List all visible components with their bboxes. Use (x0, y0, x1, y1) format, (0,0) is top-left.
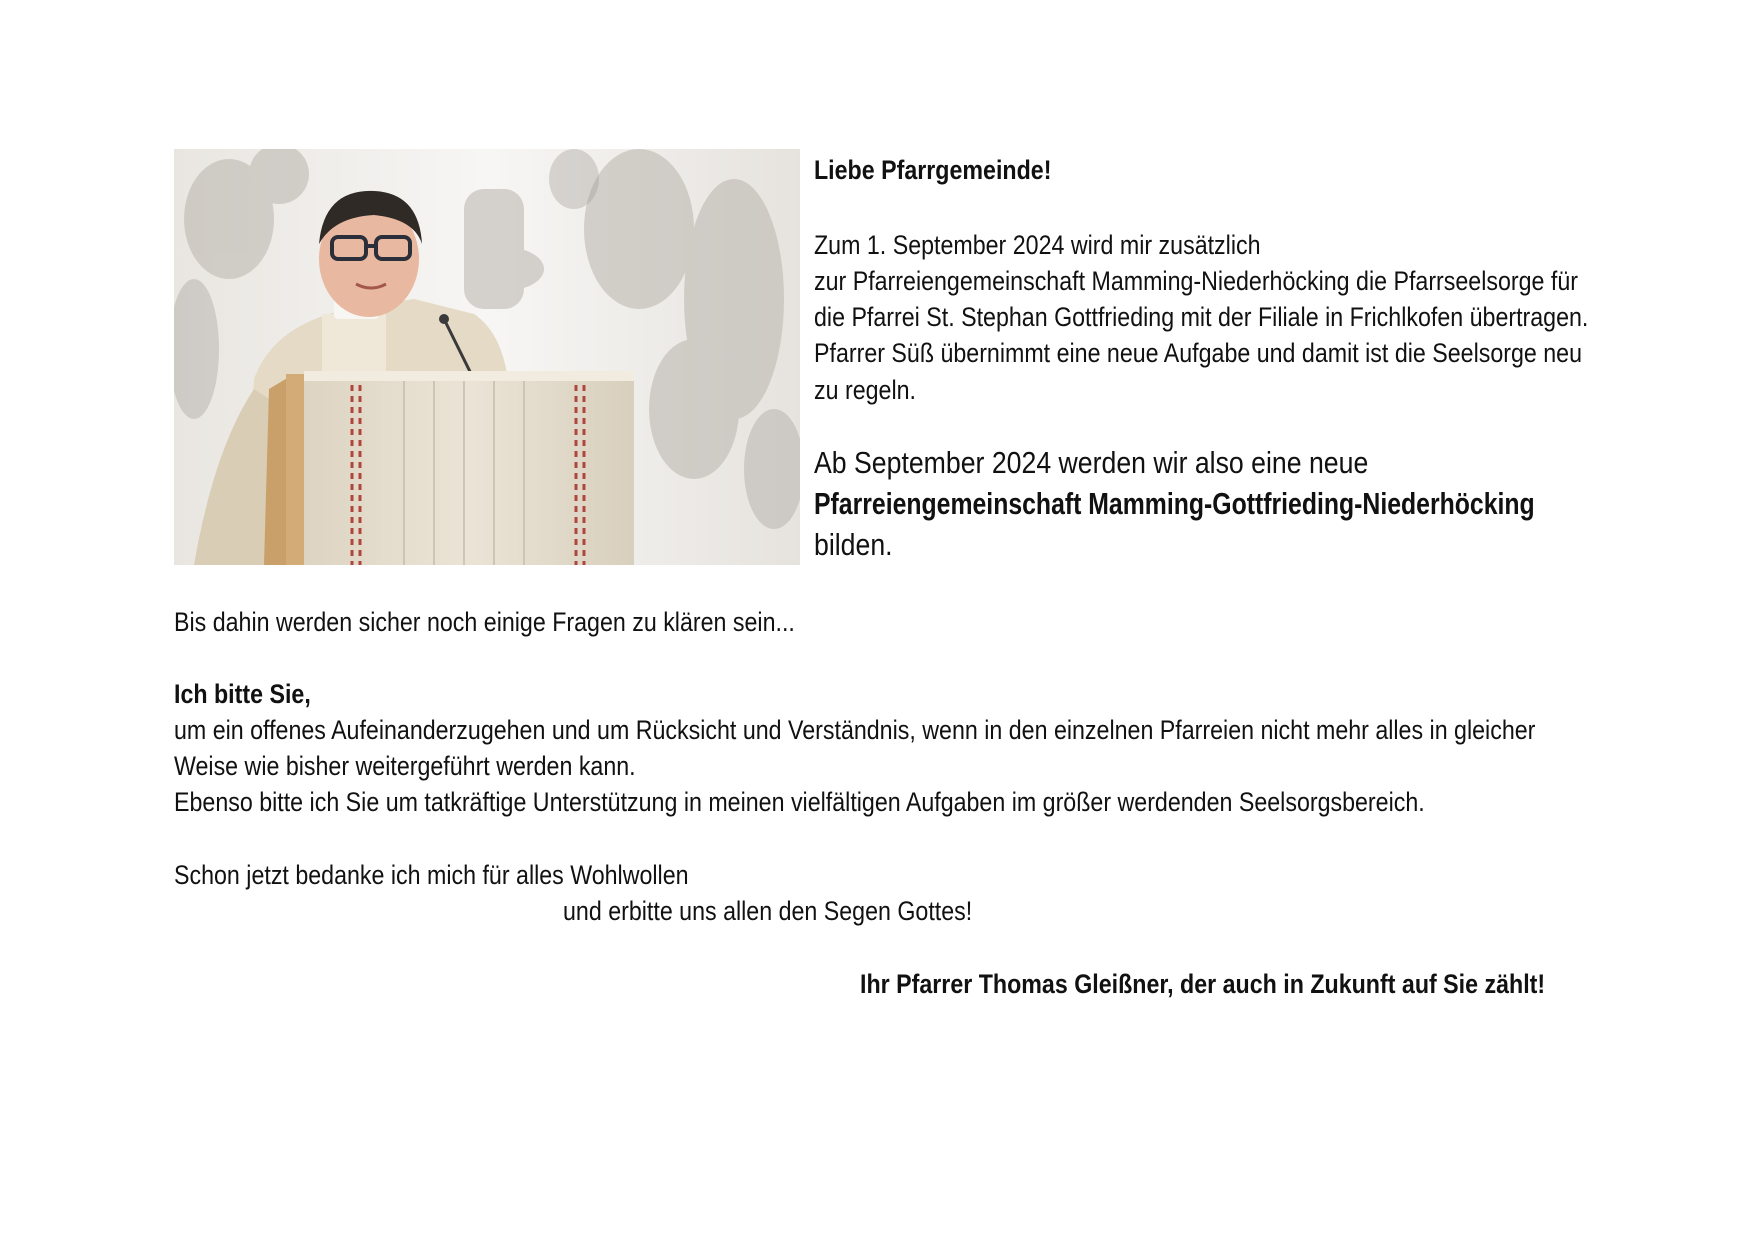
request-line-3: Ebenso bitte ich Sie um tatkräftige Unterstützung in meinen vielfältigen Aufgaben im größer werdenden Seelsorgsbereich. (174, 787, 1425, 817)
request-line-1: um ein offenes Aufeinanderzugehen und um Rücksicht und Verständnis, wenn in den einzelnen Pfarreien nicht mehr alles in gleicher (174, 715, 1536, 745)
greeting-heading (814, 152, 1090, 188)
intro-line-5: zu regeln. (814, 375, 916, 405)
announcement-line-3: bilden. (814, 527, 893, 562)
signature: Ihr Pfarrer Thomas Gleißner, der auch in Zukunft auf Sie zählt! (860, 969, 1546, 999)
priest-photo (174, 149, 800, 565)
announcement-line-1: Ab September 2024 werden wir also eine neue (814, 445, 1369, 480)
priest-at-lectern-image (174, 149, 800, 565)
intro-line-1: Zum 1. September 2024 wird mir zusätzlich (814, 230, 1261, 260)
thanks-line-1: Schon jetzt bedanke ich mich für alles Wohlwollen (174, 860, 689, 890)
request-heading: Ich bitte Sie, (174, 679, 311, 709)
request-line-2: Weise wie bisher weitergeführt werden kann. (174, 751, 636, 781)
intro-line-2: zur Pfarreiengemeinschaft Mamming-Niederhöcking die Pfarrseelsorge für (814, 266, 1579, 296)
new-parish-community-name: Pfarreiengemeinschaft Mamming-Gottfrieding-Niederhöcking (814, 486, 1535, 521)
greeting-text: Liebe Pfarrgemeinde! (814, 155, 1052, 185)
intro-line-4: Pfarrer Süß übernimmt eine neue Aufgabe und damit ist die Seelsorge neu (814, 338, 1583, 368)
questions-line: Bis dahin werden sicher noch einige Fragen zu klären sein... (174, 607, 795, 637)
thanks-line-2: und erbitte uns allen den Segen Gottes! (563, 896, 973, 926)
intro-line-3: die Pfarrei St. Stephan Gottfrieding mit der Filiale in Frichlkofen übertragen. (814, 302, 1589, 332)
